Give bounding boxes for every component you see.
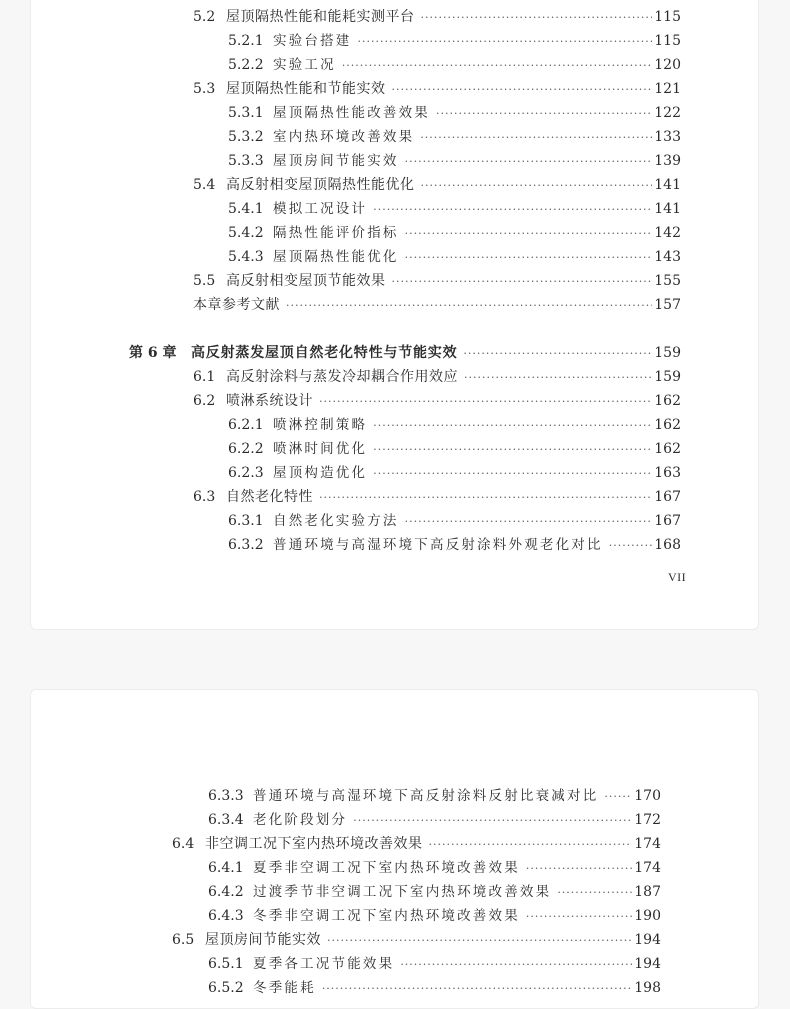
toc-entry-5-2-2[interactable] <box>228 55 681 75</box>
section-number: 5.3.3 <box>228 153 264 169</box>
page-number: 168 <box>654 537 681 553</box>
dot-leader <box>405 248 653 268</box>
section-title: 非空调工况下室内热环境改善效果 <box>205 836 423 852</box>
toc-entry-6-5[interactable] <box>172 930 661 950</box>
section-number: 5.2 <box>193 9 216 25</box>
section-number: 6.3 <box>193 489 216 505</box>
toc-entry-6-5-2[interactable] <box>208 978 661 998</box>
toc-entry-5-2-1[interactable] <box>228 31 681 51</box>
dot-leader <box>421 8 653 28</box>
section-number: 6.1 <box>193 369 216 385</box>
section-title: 冬季能耗 <box>253 980 316 996</box>
toc-entry-5-4-1[interactable] <box>228 199 681 219</box>
dot-leader <box>322 979 632 999</box>
page-number: 159 <box>654 369 681 385</box>
page-number: 155 <box>654 273 681 289</box>
section-title: 实验台搭建 <box>273 33 352 49</box>
section-number: 6.5.2 <box>208 980 244 996</box>
toc-entry-chapter-6[interactable] <box>129 343 681 363</box>
page-number: 142 <box>654 225 681 241</box>
dot-leader <box>392 80 653 100</box>
dot-leader <box>319 392 652 412</box>
page-number: 121 <box>654 81 681 97</box>
dot-leader <box>353 811 632 831</box>
dot-leader <box>526 907 632 927</box>
section-title: 本章参考文献 <box>193 297 280 313</box>
dot-leader <box>373 200 652 220</box>
page-number: 190 <box>634 908 661 924</box>
chapter-title: 高反射蒸发屋顶自然老化特性与节能实效 <box>191 345 458 361</box>
dot-leader <box>373 440 652 460</box>
section-title: 屋顶房间节能实效 <box>273 153 399 169</box>
page-number: 139 <box>654 153 681 169</box>
section-title: 隔热性能评价指标 <box>273 225 399 241</box>
toc-entry-6-4-2[interactable] <box>208 882 661 902</box>
toc-entry-6-3-3[interactable] <box>208 786 661 806</box>
page-number: 174 <box>634 836 661 852</box>
section-title: 普通环境与高湿环境下高反射涂料外观老化对比 <box>273 537 603 553</box>
section-title: 屋顶隔热性能优化 <box>273 249 399 265</box>
section-title: 高反射相变屋顶隔热性能优化 <box>226 177 415 193</box>
section-title: 屋顶房间节能实效 <box>205 932 321 948</box>
dot-leader <box>286 296 652 316</box>
page-number: 167 <box>654 489 681 505</box>
section-number: 5.4 <box>193 177 216 193</box>
page-number: 194 <box>634 932 661 948</box>
section-title: 室内热环境改善效果 <box>273 129 415 145</box>
page-number: 141 <box>654 177 681 193</box>
dot-leader <box>464 368 652 388</box>
section-title: 高反射相变屋顶节能效果 <box>226 273 386 289</box>
dot-leader <box>557 883 632 903</box>
section-title: 高反射涂料与蒸发冷却耦合作用效应 <box>226 369 458 385</box>
dot-leader <box>429 835 633 855</box>
section-number: 5.3.2 <box>228 129 264 145</box>
page-number: 159 <box>654 345 681 361</box>
section-number: 5.4.1 <box>228 201 264 217</box>
section-title: 喷淋系统设计 <box>226 393 313 409</box>
toc-entry-6-4[interactable] <box>172 834 661 854</box>
page-number: 170 <box>634 788 661 804</box>
section-number: 5.3.1 <box>228 105 264 121</box>
section-number: 6.4.1 <box>208 860 244 876</box>
section-number: 6.4 <box>172 836 195 852</box>
section-title: 屋顶构造优化 <box>273 465 368 481</box>
page-number: 172 <box>634 812 661 828</box>
page-folio: VII <box>668 570 687 584</box>
page-number: 115 <box>654 33 681 49</box>
section-title: 夏季非空调工况下室内热环境改善效果 <box>253 860 520 876</box>
page-number: 162 <box>654 393 681 409</box>
toc-entry-5-4[interactable] <box>193 175 681 195</box>
dot-leader <box>526 859 632 879</box>
section-number: 6.4.2 <box>208 884 244 900</box>
section-title: 实验工况 <box>273 57 336 73</box>
section-number: 5.4.2 <box>228 225 264 241</box>
toc-entry-6-3-4[interactable] <box>208 810 661 830</box>
section-title: 屋顶隔热性能和能耗实测平台 <box>226 9 415 25</box>
section-title: 自然老化特性 <box>226 489 313 505</box>
toc-entry-5-3-2[interactable] <box>228 127 681 147</box>
section-title: 冬季非空调工况下室内热环境改善效果 <box>253 908 520 924</box>
page-number: 141 <box>654 201 681 217</box>
page-number: 120 <box>654 57 681 73</box>
toc-entry-6-3-1[interactable] <box>228 511 681 531</box>
section-number: 6.2 <box>193 393 216 409</box>
page-number: 122 <box>654 105 681 121</box>
section-number: 5.5 <box>193 273 216 289</box>
toc-list <box>31 690 758 1008</box>
section-number: 5.2.2 <box>228 57 264 73</box>
toc-entry-6-1[interactable] <box>193 367 681 387</box>
dot-leader <box>373 416 652 436</box>
dot-leader <box>405 152 653 172</box>
dot-leader <box>604 787 632 807</box>
toc-entry-6-3[interactable] <box>193 487 681 507</box>
page-number: 163 <box>654 465 681 481</box>
section-number: 6.3.4 <box>208 812 244 828</box>
section-title: 自然老化实验方法 <box>273 513 399 529</box>
section-title: 普通环境与高湿环境下高反射涂料反射比衰减对比 <box>253 788 599 804</box>
toc-page-2 <box>30 689 759 1009</box>
dot-leader <box>420 128 652 148</box>
dot-leader <box>392 272 653 292</box>
page-number: 115 <box>654 9 681 25</box>
dot-leader <box>327 931 632 951</box>
toc-entry-5-3[interactable] <box>193 79 681 99</box>
section-title: 夏季各工况节能效果 <box>253 956 395 972</box>
toc-entry-5-4-3[interactable] <box>228 247 681 267</box>
dot-leader <box>373 464 652 484</box>
section-title: 屋顶隔热性能和节能实效 <box>226 81 386 97</box>
toc-entry-5-3-1[interactable] <box>228 103 681 123</box>
section-number: 5.4.3 <box>228 249 264 265</box>
toc-entry-6-2-3[interactable] <box>228 463 681 483</box>
toc-entry-6-3-2[interactable] <box>228 535 681 555</box>
page-number: 162 <box>654 417 681 433</box>
page-number: 133 <box>654 129 681 145</box>
toc-entry-6-4-1[interactable] <box>208 858 661 878</box>
section-number: 6.3.1 <box>228 513 264 529</box>
section-number: 6.3.2 <box>228 537 264 553</box>
dot-leader <box>405 224 653 244</box>
page-number: 194 <box>634 956 661 972</box>
page-number: 143 <box>654 249 681 265</box>
section-number: 6.2.1 <box>228 417 264 433</box>
dot-leader <box>436 104 652 124</box>
toc-entry-5-3-3[interactable] <box>228 151 681 171</box>
toc-entry-5-4-2[interactable] <box>228 223 681 243</box>
section-title: 模拟工况设计 <box>273 201 368 217</box>
section-title: 喷淋控制策略 <box>273 417 368 433</box>
section-title: 喷淋时间优化 <box>273 441 368 457</box>
section-title: 过渡季节非空调工况下室内热环境改善效果 <box>253 884 552 900</box>
page-number: 174 <box>634 860 661 876</box>
toc-entry-6-2-1[interactable] <box>228 415 681 435</box>
section-number: 6.2.2 <box>228 441 264 457</box>
dot-leader <box>609 536 653 556</box>
page-number: 198 <box>634 980 661 996</box>
page-number: 187 <box>634 884 661 900</box>
dot-leader <box>405 512 653 532</box>
toc-entry-5-5[interactable] <box>193 271 681 291</box>
dot-leader <box>463 344 652 364</box>
dot-leader <box>400 955 632 975</box>
section-number: 5.2.1 <box>228 33 264 49</box>
section-number: 6.2.3 <box>228 465 264 481</box>
toc-list <box>31 0 758 629</box>
section-title: 老化阶段划分 <box>253 812 348 828</box>
toc-entry-5-2[interactable] <box>193 7 681 27</box>
toc-entry-chapter-references[interactable] <box>193 295 681 315</box>
toc-entry-6-4-3[interactable] <box>208 906 661 926</box>
section-number: 6.4.3 <box>208 908 244 924</box>
dot-leader <box>421 176 653 196</box>
dot-leader <box>358 32 653 52</box>
toc-entry-6-2-2[interactable] <box>228 439 681 459</box>
page-number: 157 <box>654 297 681 313</box>
toc-entry-6-2[interactable] <box>193 391 681 411</box>
section-number: 6.3.3 <box>208 788 244 804</box>
dot-leader <box>319 488 652 508</box>
section-number: 6.5 <box>172 932 195 948</box>
toc-page-1 <box>30 0 759 630</box>
page-number: 162 <box>654 441 681 457</box>
dot-leader <box>342 56 652 76</box>
toc-entry-6-5-1[interactable] <box>208 954 661 974</box>
section-title: 屋顶隔热性能改善效果 <box>273 105 430 121</box>
chapter-number: 第 6 章 <box>129 345 177 361</box>
page-number: 167 <box>654 513 681 529</box>
section-number: 6.5.1 <box>208 956 244 972</box>
section-number: 5.3 <box>193 81 216 97</box>
